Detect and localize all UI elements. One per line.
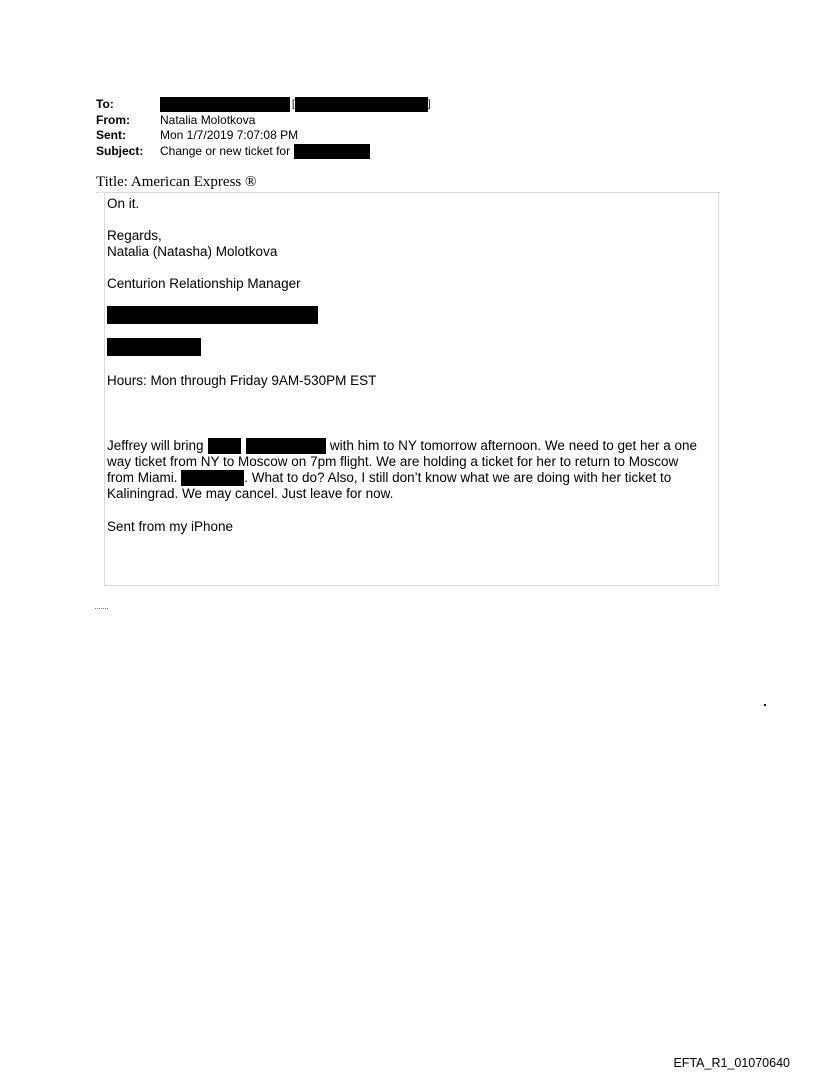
page-mark: [95, 602, 108, 609]
sent-value: Mon 1/7/2019 7:07:08 PM: [160, 128, 299, 142]
to-row: [96, 97, 431, 113]
sent-row: [96, 128, 431, 144]
from-row: [96, 113, 431, 129]
redaction-bar: [295, 97, 428, 112]
sent-from-text: Sent from my iPhone: [107, 519, 234, 534]
message-line: [107, 470, 671, 486]
from-label: From:: [96, 112, 130, 127]
to-bracket-open: [: [292, 99, 295, 110]
signature-name: Natalia (Natasha) Molotkova: [107, 244, 278, 259]
sent-label: Sent:: [96, 128, 126, 142]
redaction-bar: [246, 438, 326, 454]
message-text: from Miami.: [107, 470, 178, 485]
message-text: Jeffrey will bring: [107, 438, 204, 453]
title-line: Title: American Express ®: [96, 174, 720, 193]
subject-row: [96, 144, 431, 160]
message-line: way ticket from NY to Moscow on 7pm flight. We are holding a ticket for her to return to Moscow: [107, 454, 679, 469]
redaction-bar: [208, 438, 241, 454]
to-label: To:: [96, 97, 114, 111]
message-text: with him to NY tomorrow afternoon. We need to get her a one: [329, 438, 698, 453]
message-line: Kaliningrad. We may cancel. Just leave for now.: [107, 486, 394, 501]
message-text: . What to do? Also, I still don’t know what we are doing with her ticket to: [244, 470, 672, 485]
redaction-bar: [181, 470, 244, 486]
speck-mark: [764, 704, 766, 706]
regards-text: Regards,: [107, 228, 162, 243]
redaction-bar: [160, 97, 290, 112]
document-id: EFTA_R1_01070640: [673, 1056, 790, 1070]
redaction-bar: [107, 338, 201, 356]
email-header: [96, 97, 431, 159]
subject-label: Subject:: [96, 143, 144, 158]
from-value: Natalia Molotkova: [160, 112, 256, 127]
subject-value: Change or new ticket for: [160, 143, 291, 158]
reply-text: On it.: [107, 196, 140, 211]
redaction-bar: [107, 306, 318, 324]
to-bracket-close: ]: [427, 99, 431, 110]
redaction-bar: [294, 144, 370, 159]
message-line: [107, 438, 697, 454]
hours-text: Hours: Mon through Friday 9AM-530PM EST: [107, 373, 377, 388]
signature-title: Centurion Relationship Manager: [107, 276, 301, 291]
